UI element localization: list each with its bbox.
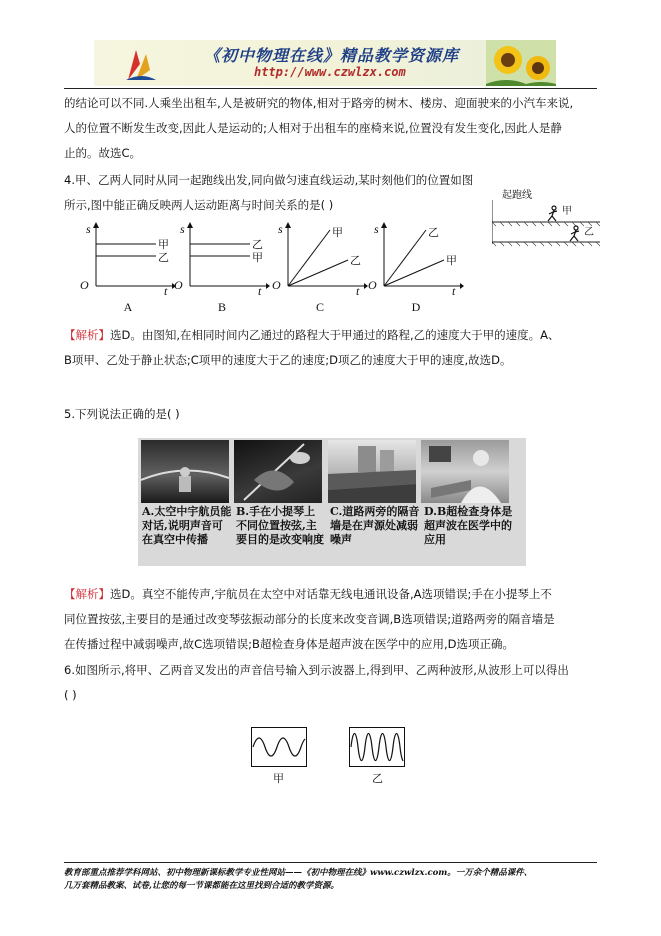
sunflower-icon: [486, 40, 556, 86]
q5-analysis-line: 同位置按弦,主要目的是通过改变琴弦振动部分的长度来改变音调,B选项错误;道路两旁的隔音墙是: [64, 612, 555, 626]
footer-rule: [64, 862, 597, 863]
q6-stem-line: 6.如图所示,将甲、乙两音叉发出的声音信号输入到示波器上,得到甲、乙两种波形,从波形上可以得出: [64, 663, 569, 677]
graph-c: [272, 222, 368, 302]
q5-caption-b: B.手在小提琴上不同位置按弦,主要目的是改变响度: [236, 505, 324, 546]
waveform-yi-label: 乙: [372, 772, 383, 785]
axis-s-label: s: [180, 222, 185, 236]
axis-s-label: s: [86, 222, 91, 236]
analysis-text: 选D。由图知,在相同时间内乙通过的路程大于甲通过的路程,乙的速度大于甲的速度。A、: [110, 328, 560, 342]
axis-t-label: t: [164, 284, 168, 298]
astronaut-photo: [141, 440, 229, 503]
graph-d-label: D: [411, 300, 421, 314]
q3-text-line: 人的位置不断发生改变,因此人是运动的;人相对于出租车的座椅来说,位置没有发生变化,因此人是静: [64, 121, 562, 135]
origin-label: O: [272, 278, 281, 292]
runner-yi-label: 乙: [584, 227, 594, 238]
q5-caption-a: A.太空中宇航员能对话,说明声音可在真空中传播: [142, 505, 232, 546]
q6-stem-line: ( ): [64, 688, 77, 702]
header-rule: [64, 88, 597, 89]
q5-caption-c: C.道路两旁的隔音墙是在声源处减弱噪声: [330, 505, 420, 546]
footer-line: 教育部重点推荐学科网站、初中物理新课标教学专业性网站——《初中物理在线》www.czwlzx.com。一万余个精品课件、: [64, 868, 533, 878]
q4-analysis-line: B项甲、乙处于静止状态;C项甲的速度大于乙的速度;D项乙的速度大于甲的速度,故选D。: [64, 353, 512, 367]
ultrasound-photo: [421, 440, 509, 503]
line-label: 乙: [350, 254, 361, 267]
line-label: 甲: [332, 226, 343, 239]
waveform-jia: [251, 727, 307, 767]
q4-stem-line: 所示,图中能正确反映两人运动距离与时间关系的是( ): [64, 198, 334, 212]
q3-text-line: 的结论可以不同.人乘坐出租车,人是被研究的物体,相对于路旁的树木、楼房、迎面驶来的小汽车来说,: [64, 96, 574, 110]
q5-analysis-line: [64, 587, 552, 601]
line-label: 乙: [428, 226, 439, 239]
analysis-text: 选D。真空不能传声,宇航员在太空中对话靠无线电通讯设备,A选项错误;手在小提琴上不: [110, 587, 552, 601]
banner-title: 《初中物理在线》精品教学资源库: [204, 46, 460, 65]
origin-label: O: [368, 278, 377, 292]
line-label: 甲: [446, 254, 457, 267]
graph-a-label: A: [123, 300, 133, 314]
graph-c-label: C: [315, 300, 324, 314]
origin-label: O: [174, 278, 183, 292]
start-line-figure: [492, 186, 602, 248]
analysis-tag: 【解析】: [64, 328, 110, 342]
q5-stem: 5.下列说法正确的是( ): [64, 407, 180, 421]
graph-a: [80, 222, 176, 302]
line-label: 乙: [158, 251, 169, 264]
axis-t-label: t: [356, 284, 360, 298]
banner-url[interactable]: http://www.czwlzx.com: [254, 65, 406, 79]
q5-analysis-line: 在传播过程中减弱噪声,故C选项错误;B超检查身体是超声波在医学中的应用,D选项正确。: [64, 637, 514, 651]
start-line-label: 起跑线: [502, 190, 532, 201]
waveform-yi: [349, 727, 405, 767]
header-banner: [94, 40, 556, 86]
runner-jia-label: 甲: [562, 206, 572, 217]
axis-s-label: s: [374, 222, 379, 236]
violin-photo: [234, 440, 322, 503]
origin-label: O: [80, 278, 89, 292]
graph-b-label: B: [217, 300, 226, 314]
waveform-jia-label: 甲: [273, 772, 284, 785]
axis-t-label: t: [452, 284, 456, 298]
axis-s-label: s: [278, 222, 283, 236]
axis-t-label: t: [258, 284, 262, 298]
graph-d: [368, 222, 464, 302]
line-label: 甲: [158, 238, 169, 251]
sound-barrier-photo: [328, 440, 416, 503]
graph-b: [174, 222, 270, 302]
q4-analysis-line: [64, 328, 560, 342]
site-logo-icon: [124, 46, 158, 82]
analysis-tag: 【解析】: [64, 587, 110, 601]
q5-caption-d: D.B超检查身体是超声波在医学中的应用: [424, 505, 513, 546]
q4-stem-line: 4.甲、乙两人同时从同一起跑线出发,同向做匀速直线运动,某时刻他们的位置如图: [64, 173, 474, 187]
footer-line: 几万套精品教案、试卷,让您的每一节课都能在这里找到合适的教学资源。: [64, 881, 339, 891]
q3-text-line: 止的。故选C。: [64, 146, 142, 160]
line-label: 乙: [252, 238, 263, 251]
line-label: 甲: [252, 251, 263, 264]
